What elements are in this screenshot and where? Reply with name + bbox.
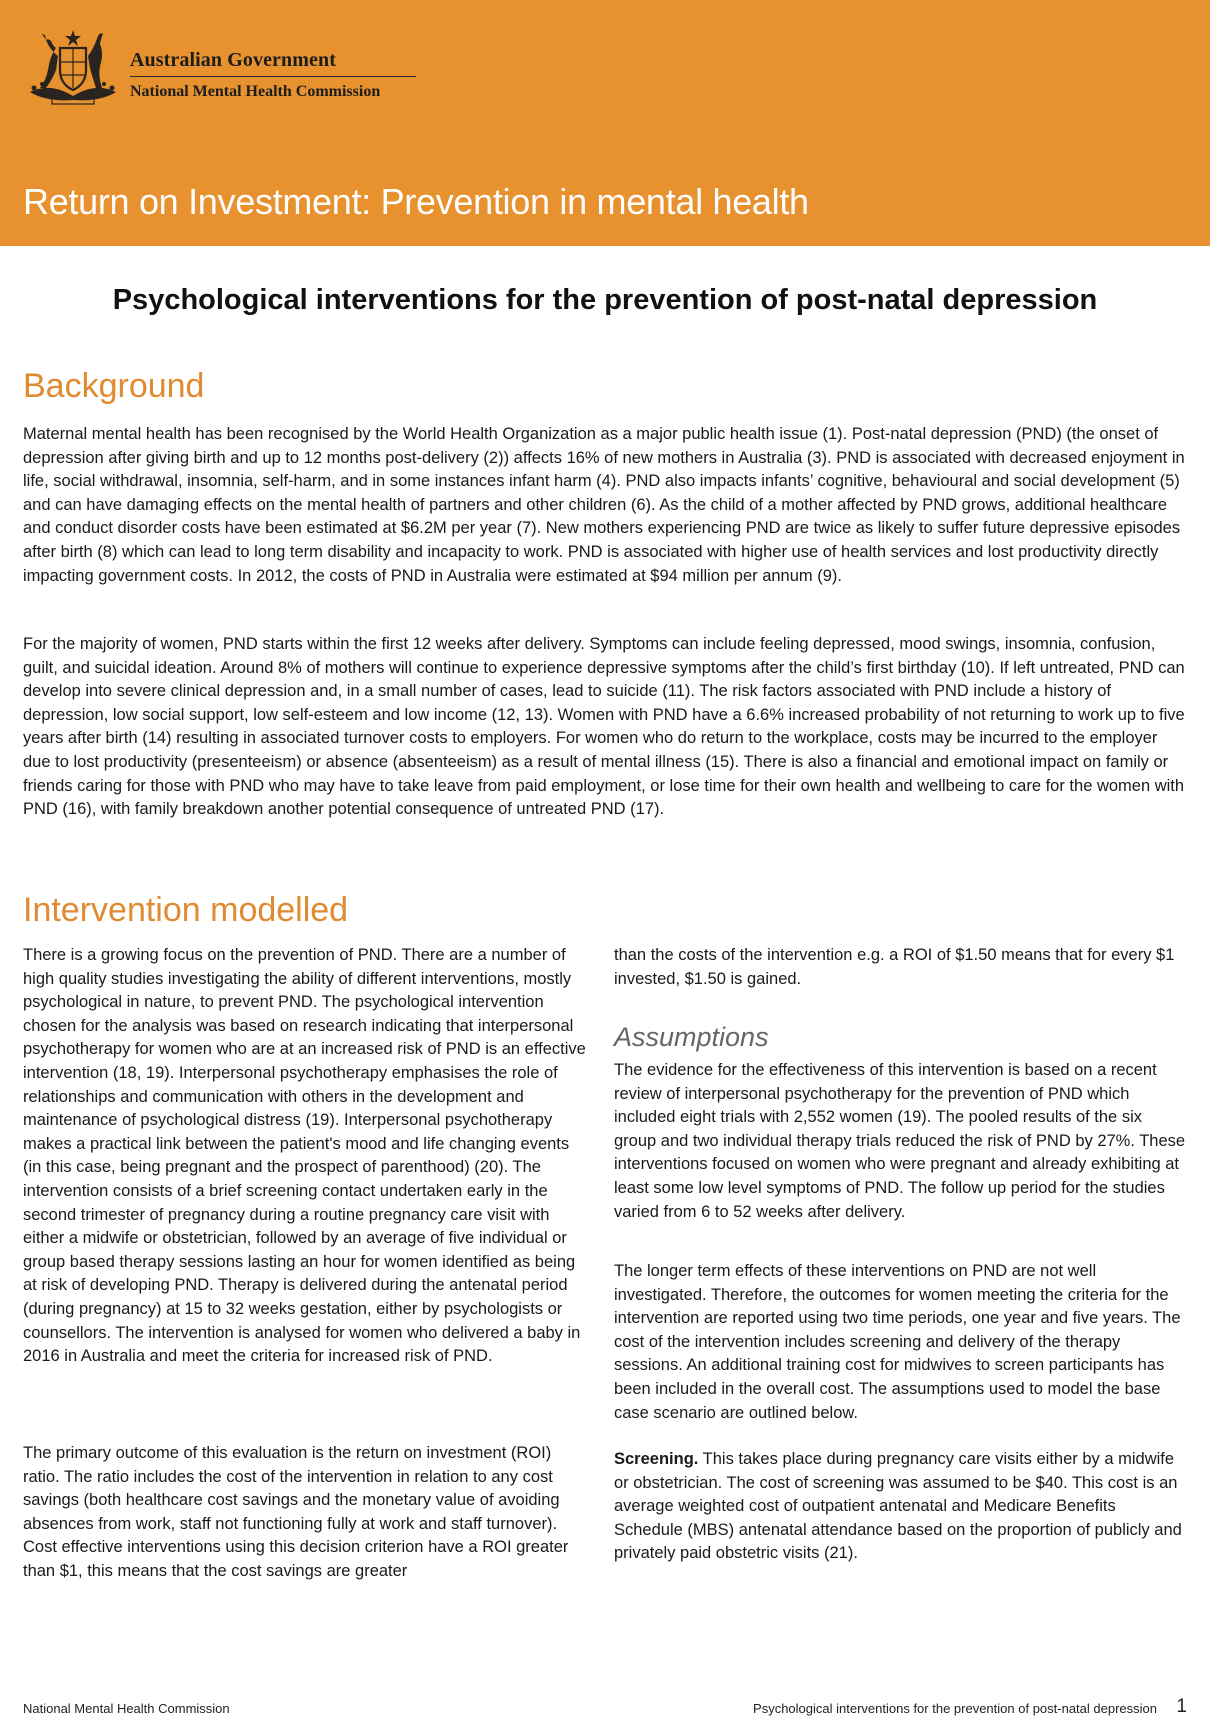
screening-label: Screening. bbox=[614, 1450, 699, 1468]
header-banner bbox=[0, 0, 1210, 246]
agency-name: National Mental Health Commission bbox=[130, 83, 381, 100]
intervention-continuation: than the costs of the intervention e.g. a ROI of $1.50 means that for every $1 invested, $1.50 is gained. bbox=[614, 946, 1175, 988]
intervention-paragraph-2: The primary outcome of this evaluation is the return on investment (ROI) ratio. The ratio includes the cost of the intervention in relation to any cost savings (both healthcare cost savings and the monetary value of avoiding absences from work, staff not functioning fully at work and staff turnover). Cost effective interventions using this decision criterion have a ROI greater than $1, this means that the cost savings are greater bbox=[23, 1444, 569, 1580]
screening-paragraph bbox=[614, 1448, 1186, 1566]
intervention-paragraph-1: There is a growing focus on the prevention of PND. There are a number of high quality studies investigating the ability of different interventions, mostly psychological in nature, to prevent PND. The psychological intervention chosen for the analysis was based on research indicating that interpersonal psychotherapy for women who are at an increased risk of PND is an effective intervention (18, 19). Interpersonal psychotherapy emphasises the role of relationships and communication with others in the development and maintenance of psychological distress (19). Interpersonal psychotherapy makes a practical link between the patient's mood and life changing events (in this case, being pregnant and the prospect of parenthood) (20). The intervention consists of a brief screening contact undertaken early in the second trimester of pregnancy during a routine pregnancy care visit with either a midwife or obstetrician, followed by an average of five individual or group based therapy sessions lasting an hour for women identified as being at risk of developing PND. Therapy is delivered during the antenatal period (during pregnancy) at 15 to 32 weeks gestation, either by psychologists or counsellors. The intervention is analysed for women who delivered a baby in 2016 in Australia and meet the criteria for increased risk of PND. bbox=[23, 946, 586, 1366]
background-heading: Background bbox=[23, 367, 205, 405]
assumptions-heading: Assumptions bbox=[614, 1022, 769, 1052]
branding-divider bbox=[130, 76, 416, 77]
footer-document-title: Psychological interventions for the prevention of post-natal depression bbox=[753, 1701, 1157, 1716]
government-branding bbox=[130, 48, 418, 101]
intervention-heading: Intervention modelled bbox=[23, 891, 349, 929]
assumptions-paragraph-1: The evidence for the effectiveness of this intervention is based on a recent review of interpersonal psychotherapy for the prevention of PND which included eight trials with 2,552 women (19). The pooled results of the six group and two individual therapy trials reduced the risk of PND by 27%. These interventions focused on women who were pregnant and already exhibiting at least some low level symptoms of PND. The follow up period for the studies varied from 6 to 52 weeks after delivery. bbox=[614, 1061, 1186, 1221]
banner-title: Return on Investment: Prevention in mental health bbox=[23, 181, 809, 222]
footer-organisation: National Mental Health Commission bbox=[23, 1701, 230, 1716]
assumptions-paragraph-2: The longer term effects of these interventions on PND are not well investigated. Therefore, the outcomes for women meeting the criteria for the intervention are reported using two time periods, one year and five years. The cost of the intervention includes screening and delivery of the therapy sessions. An additional training cost for midwives to screen participants has been included in the overall cost. The assumptions used to model the base case scenario are outlined below. bbox=[614, 1262, 1181, 1422]
government-name: Australian Government bbox=[130, 49, 336, 71]
page-number: 1 bbox=[1176, 1696, 1187, 1717]
background-paragraph-2: For the majority of women, PND starts within the first 12 weeks after delivery. Symptoms can include feeling depressed, mood swings, insomnia, confusion, guilt, and suicidal ideation. Around 8% of mothers will continue to experience depressive symptoms after the child’s first birthday (10). If left untreated, PND can develop into severe clinical depression and, in a small number of cases, lead to suicide (11). The risk factors associated with PND include a history of depression, low social support, low self-esteem and low income (12, 13). Women with PND have a 6.6% increased probability of not returning to work up to five years after birth (14) resulting in associated turnover costs to employers. For women who do return to the workplace, costs may be incurred to the employer due to lost productivity (presenteeism) or absence (absenteeism) as a result of mental illness (15). There is also a financial and emotional impact on family or friends caring for those with PND who may have to take leave from paid employment, or lose time for their own health and wellbeing to care for the women with PND (16), with family breakdown another potential consequence of untreated PND (17). bbox=[23, 635, 1185, 819]
coat-of-arms-icon bbox=[20, 26, 126, 108]
screening-text: This takes place during pregnancy care visits either by a midwife or obstetrician. The cost of screening was assumed to be $40. This cost is an average weighted cost of outpatient antenatal and Medicare Benefits Schedule (MBS) antenatal attendance based on the proportion of publicly and privately paid obstetric visits (21). bbox=[614, 1450, 1182, 1563]
page-subtitle: Psychological interventions for the prevention of post-natal depression bbox=[112, 284, 1098, 316]
background-paragraph-1: Maternal mental health has been recognised by the World Health Organization as a major public health issue (1). Post-natal depression (PND) (the onset of depression after giving birth and up to 12 months post-delivery (2)) affects 16% of new mothers in Australia (3). PND is associated with decreased enjoyment in life, social withdrawal, insomnia, self-harm, and in some instances infant harm (4). PND also impacts infants’ cognitive, behavioural and social development (5) and can have damaging effects on the mental health of partners and other children (6). As the child of a mother affected by PND grows, additional healthcare and conduct disorder costs have been estimated at $6.2M per year (7). New mothers experiencing PND are twice as likely to suffer future depressive episodes after birth (8) which can lead to long term disability and incapacity to work. PND is associated with higher use of health services and lost productivity directly impacting government costs. In 2012, the costs of PND in Australia were estimated at $94 million per annum (9). bbox=[23, 425, 1185, 585]
